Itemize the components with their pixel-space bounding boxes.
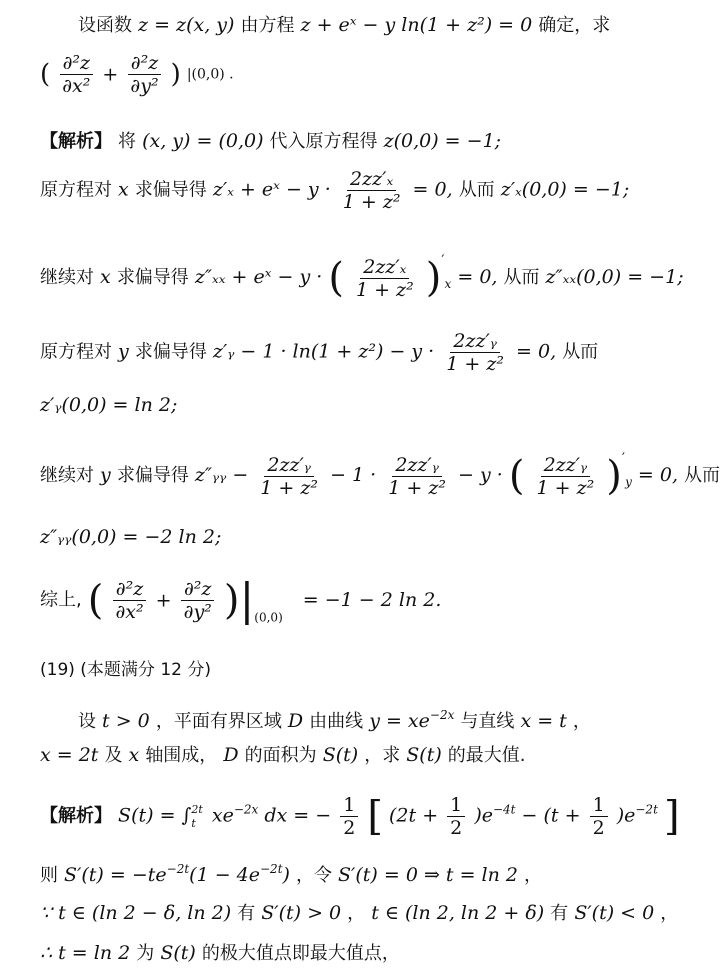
text: ， [572,711,591,732]
fraction [385,454,449,499]
fraction [181,578,215,623]
superscript: −2t [635,802,658,817]
math: S′(t) < 0 [574,902,655,924]
numerator: 2zz′ᵧ [450,330,500,353]
bracket: ] [663,793,680,840]
lower-limit: t [191,816,196,830]
fraction [59,52,93,97]
denominator: 2 [450,817,463,839]
text: 由方程 [240,15,295,36]
text: 求偏导得 [116,465,189,486]
text: 有 [550,903,569,924]
math: = −1 − 2 ln 2. [302,588,442,611]
text: 求偏导得 [116,267,189,288]
math: ) [282,864,290,886]
text: ，求 [364,745,401,766]
text: 继续对 [40,267,94,288]
bar: | [239,574,255,626]
numerator: ∂²z [60,52,93,75]
superscript: −4t [492,802,516,817]
math: S′(t) = −te [64,864,167,886]
math: D [223,744,239,766]
math: S(t) [160,942,196,964]
math: (1 − 4e [189,864,260,886]
solution19-line2 [40,856,542,889]
denominator: ∂y² [183,601,212,623]
solution19-line3 [40,900,678,927]
fraction [447,794,465,839]
text: 将 [118,131,137,152]
text: 及 [104,745,123,766]
denominator: 1 + z² [260,476,319,499]
fraction [590,794,608,839]
paren: ) [606,453,622,499]
math: dx = − [264,804,332,827]
paren: ( [87,577,104,624]
problem19-line2 [40,742,526,769]
problem18-line2 [40,52,234,97]
math: )e [474,804,493,827]
math: D [287,710,304,732]
bracket: [ [367,793,383,840]
superscript: −2t [166,862,190,876]
evaluation: |(0,0) . [186,66,234,83]
solution18-line2 [40,168,629,213]
solution19-line4 [40,940,400,967]
math: S′(t) > 0 [261,902,342,924]
text: 原方程对 [40,341,112,363]
math: S(t) [406,744,442,766]
math: = 0, [457,266,498,288]
math: x [118,178,129,201]
fraction [534,454,598,499]
math: y [100,464,111,486]
math: − (t + [521,804,581,827]
fraction [257,454,321,499]
math: = 0, [637,464,678,486]
denominator: ∂x² [115,601,144,623]
math: z(0,0) = −1; [383,130,502,152]
numerator: 2zz′ᵧ [264,454,314,477]
math: z′ᵧ − 1 · ln(1 + z²) − y · [212,340,435,363]
math: t ∈ (ln 2, ln 2 + δ) [371,902,545,924]
text: 则 [40,865,58,886]
solution18-line1 [40,128,501,155]
fraction [112,578,146,623]
fraction [340,168,404,213]
subscript: x [444,277,452,291]
math: − 1 · [330,464,377,486]
text: 从而 [684,465,720,486]
denominator: 1 + z² [446,353,504,375]
text: 轴围成， [145,745,218,766]
math: y = xe [369,710,430,732]
numerator: 2zz′ᵧ [541,454,591,477]
text: 为 [136,943,155,964]
numerator: 1 [590,794,608,817]
numerator: 2zz′ₓ [360,256,409,279]
numerator: 1 [447,794,465,817]
text: 原方程对 [40,179,112,201]
subscript: y [625,475,632,489]
denominator: 2 [592,817,605,839]
math: )e [616,804,636,827]
math: z″ₓₓ(0,0) = −1; [545,266,684,288]
solution18-line4 [40,330,598,375]
text: ， [524,865,543,886]
paren: ) [223,577,240,624]
text: ， [660,903,679,924]
math: (x, y) = (0,0) [142,130,264,152]
text: 代入原方程得 [269,131,378,152]
denominator: 1 + z² [388,476,446,499]
solution19-line1 [40,794,680,839]
text: 设 [78,711,96,732]
math: z′ₓ + eˣ − y · [212,178,331,201]
paren: ( [328,255,344,301]
math: x [100,266,111,288]
math: S(t) [322,744,359,766]
solution18-line3 [40,248,684,301]
numerator: ∂²z [113,578,146,601]
plus: + [102,63,119,86]
fraction [443,330,507,375]
solution18-line5 [40,392,177,418]
superscript: −2x [429,708,455,722]
denominator: ∂y² [130,75,159,97]
superscript: −2x [233,802,259,817]
text: 综上, [40,589,82,611]
math: z′ₓ(0,0) = −1; [500,178,630,201]
math: x [128,744,140,766]
math: − y · [458,464,503,486]
superscript: −2t [260,862,283,876]
problem19-header [40,656,211,683]
math: S(t) = ∫ [118,804,192,827]
numerator: ∂²z [181,578,214,601]
section-header: (19) (本题满分 12 分) [40,660,212,680]
denominator: 1 + z² [342,191,401,213]
math: = 0, [412,178,453,201]
text: 继续对 [40,465,94,486]
denominator: 1 + z² [536,476,595,499]
numerator: 1 [340,794,358,817]
math: ∵ t ∈ (ln 2 − δ, ln 2) [40,902,232,924]
text: ，平面有界区域 [155,711,282,732]
text: 由曲线 [309,711,364,732]
math: z″ₓₓ + eˣ − y · [194,266,323,288]
text: 的最大值. [447,745,526,766]
math: y [118,340,129,363]
text: ， [347,903,366,924]
text: 从而 [503,267,540,288]
paren: ) [170,59,181,90]
numerator: 2zz′ₓ [347,168,396,191]
text: 从而 [562,341,599,363]
denominator: 1 + z² [355,278,414,301]
solution18-line6 [40,446,720,499]
math: t > 0 [102,710,150,732]
numerator: ∂²z [128,52,161,75]
math: x = 2t [40,744,99,766]
text: 设函数 [78,15,132,36]
math: ∴ t = ln 2 [40,942,131,964]
math: z + eˣ − y ln(1 + z²) = 0 [300,14,533,36]
analysis-tag: 【解析】 [40,131,112,152]
paren: ( [40,59,51,90]
math: z″ᵧᵧ(0,0) = −2 ln 2; [40,526,222,548]
fraction [340,794,358,839]
subscript: (0,0) [254,610,283,625]
upper-limit: 2t [191,802,203,816]
text: 有 [237,903,256,924]
text: 求偏导得 [134,179,207,201]
text: 求偏导得 [134,341,207,363]
fraction [127,52,161,97]
math: x = t [520,710,567,732]
problem18-line1 [78,12,610,39]
math: = 0, [516,340,557,363]
text: 确定，求 [538,15,611,36]
text: 的极大值点即最大值点， [201,943,400,964]
integral-limits [191,803,202,831]
numerator: 2zz′ᵧ [392,454,442,477]
text: 与直线 [460,711,515,732]
problem19-line1 [78,702,591,735]
solution18-line7 [40,524,221,550]
prime: ′ [621,451,626,467]
plus: + [155,589,172,612]
math: z′ᵧ(0,0) = ln 2; [40,394,178,416]
text: 的面积为 [244,745,317,766]
denominator: 2 [343,817,356,839]
analysis-tag: 【解析】 [40,805,112,827]
prime: ′ [441,253,445,269]
text: 从而 [458,179,495,201]
math: (2t + [389,804,439,827]
math: S′(t) = 0 ⇒ t = ln 2 [338,864,518,886]
paren: ( [508,453,525,499]
solution18-line8 [40,574,442,631]
denominator: ∂x² [62,75,91,97]
math: z = z(x, y) [138,14,235,36]
paren: ) [425,255,442,301]
text: ，令 [295,865,332,886]
fraction [353,256,417,301]
math: xe [211,804,234,827]
math: z″ᵧᵧ − [194,464,249,486]
